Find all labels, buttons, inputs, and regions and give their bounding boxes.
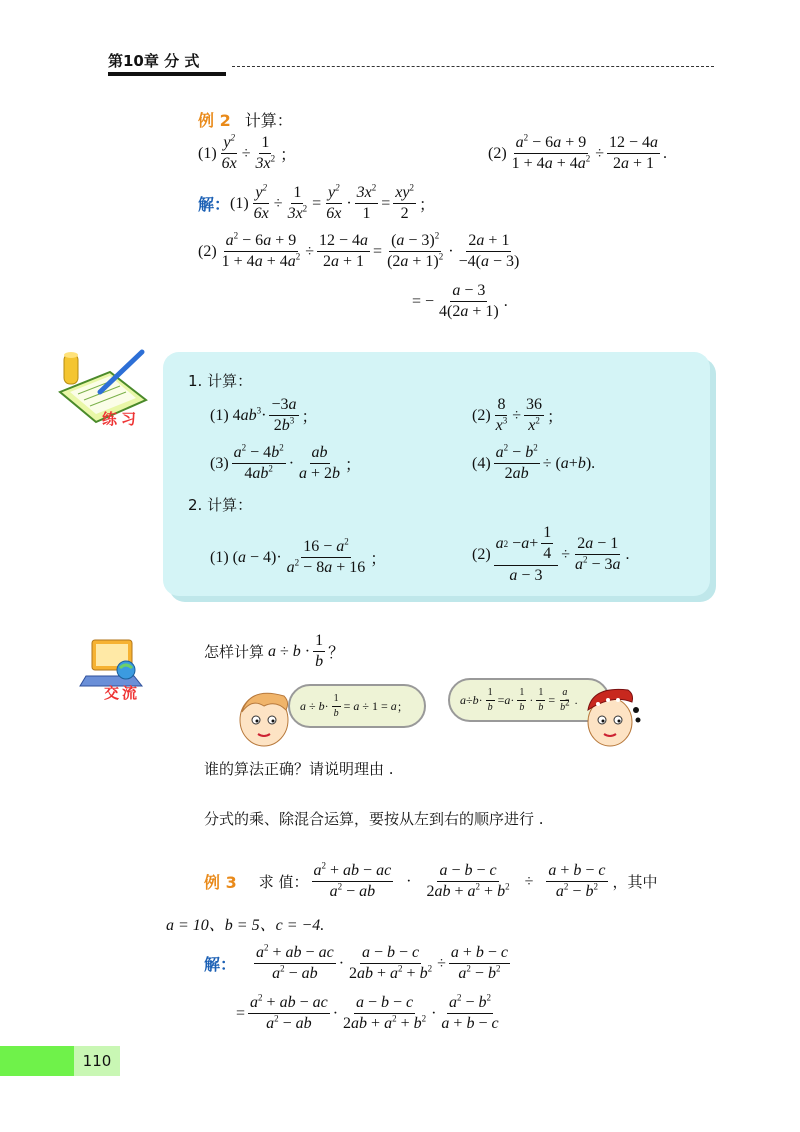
- practice-q1-2-index: (2): [472, 406, 491, 424]
- example2-solution2-result: = − $\frac{a - 3}{4(2a + 1)}$ .: [412, 282, 508, 321]
- boy-face-right: [582, 680, 644, 750]
- example2-p2-index: (2): [488, 144, 507, 162]
- practice-q1-3: (3) $\frac{a^2 - 4b^2}{4ab^2}$ · $\frac{ab}{a + 2b}$ ；: [210, 442, 362, 483]
- example3-solution-line2: = $\frac{a^2 + ab - ac}{a^2 - ab}$ · $\frac{a - b - c}{2ab + a^2 + b^2}$ · $\frac{a^2 - b^2}{a + b - c}$: [236, 992, 499, 1033]
- example3-solution-label: 解：: [204, 955, 237, 975]
- example3-solution-line1: 解： $\frac{a^2 + ab - ac}{a^2 - ab}$ · $\frac{a - b - c}{2ab + a^2 + b^2}$ ÷ $\frac{a + b - c}{a^2 - b^2}$: [204, 942, 509, 983]
- page-number: 110: [74, 1046, 120, 1076]
- header-underline: [108, 72, 226, 76]
- practice-q1: 1. 计算：: [188, 372, 253, 390]
- practice-icon-label: 练习: [102, 410, 141, 428]
- example2-label: 例 2: [198, 111, 231, 130]
- practice-q2-1-index: (1): [210, 548, 229, 566]
- example2-prompt: 计算：: [244, 111, 293, 130]
- example2-sol2-index: (2): [198, 242, 217, 260]
- discussion-who-right: 谁的算法正确？请说明理由 .: [204, 760, 394, 778]
- practice-q2-1: (1) (a − 4) · $\frac{16 - a^2}{a^2 - 8a + 16}$ ；: [210, 536, 387, 577]
- speech-bubble-left: a ÷ b · $\frac{1}{b}$ = a ÷ 1 = a ；: [288, 684, 426, 728]
- practice-q1-1-index: (1): [210, 406, 229, 424]
- example2-sol1-index: (1): [230, 194, 249, 212]
- header-dashed-rule: [232, 66, 714, 67]
- practice-q1-4-index: (4): [472, 454, 491, 472]
- example2-problem2: (2) $\frac{a^2 - 6a + 9}{1 + 4a + 4a^2}$ ÷ $\frac{12 - 4a}{2a + 1}$ .: [488, 132, 668, 173]
- example2-p1-index: (1): [198, 144, 217, 162]
- practice-q1-1: (1) $4ab^3$ · $\frac{-3a}{2b^3}$ ；: [210, 396, 318, 435]
- example3-label: 例 3: [204, 873, 237, 893]
- example2-heading: [198, 108, 293, 131]
- example3-prompt: 求 值：: [258, 873, 309, 892]
- boy-face-left: [234, 684, 294, 748]
- discussion-question: 怎样计算 a ÷ b · $\frac{1}{b}$ ？: [204, 632, 345, 671]
- example2-solution1: 解： (1) $\frac{y^2}{6x}$ ÷ $\frac{1}{3x^2}$ = $\frac{y^2}{6x}$ · $\frac{3x^2}{1}$ = $\frac{xy^2}{2}$ ；: [198, 182, 435, 223]
- discussion-question-text: 怎样计算: [204, 643, 265, 662]
- example2-solution-label: 解：: [198, 195, 231, 215]
- practice-q1-4: (4) $\frac{a^2 - b^2}{2ab}$ ÷ ( a + b ).: [472, 442, 596, 483]
- practice-q2-2-index: (2): [472, 545, 491, 563]
- example3-values: a = 10、b = 5、c = −4.: [166, 917, 325, 934]
- example3-where: ，其中: [612, 873, 658, 892]
- chapter-header: 第10章 分 式: [108, 52, 200, 70]
- example3-problem: 例 3 求 值： $\frac{a^2 + ab - ac}{a^2 - ab}$ · $\frac{a - b - c}{2ab + a^2 + b^2}$ ÷ $\frac{a + b - c}{a^2 - b^2}$ ，其中: [204, 860, 658, 901]
- practice-q2: 2. 计算：: [188, 496, 253, 514]
- example2-solution2: (2) $\frac{a^2 - 6a + 9}{1 + 4a + 4a^2}$ ÷ $\frac{12 - 4a}{2a + 1}$ = $\frac{(a - 3)^2}{(2a + 1)^2}$ · $\frac{2a + 1}{-4(a - 3)}$: [198, 230, 520, 271]
- discussion-question-end: ？: [328, 643, 345, 663]
- example2-problem1: (1) $\frac{y^2}{6x}$ ÷ $\frac{1}{3x^2}$ ；: [198, 132, 297, 173]
- discussion-rule: 分式的乘、除混合运算，要按从左到右的顺序进行 .: [204, 810, 544, 828]
- practice-q1-2: (2) $\frac{8}{x^3}$ ÷ $\frac{36}{x^2}$ ；: [472, 396, 564, 435]
- practice-q1-3-index: (3): [210, 454, 229, 472]
- speech-bubble-right: a ÷ b · $\frac{1}{b}$ = a · $\frac{1}{b}$ · $\frac{1}{b}$ = $\frac{a}{b^2}$ .: [448, 678, 610, 722]
- discussion-icon-label: 交流: [104, 684, 141, 702]
- practice-q2-2: (2) a 2 − a + $\frac{1}{4}$ a − 3 ÷ $\frac{2a - 1}{a^2 - 3a}$ .: [472, 524, 630, 584]
